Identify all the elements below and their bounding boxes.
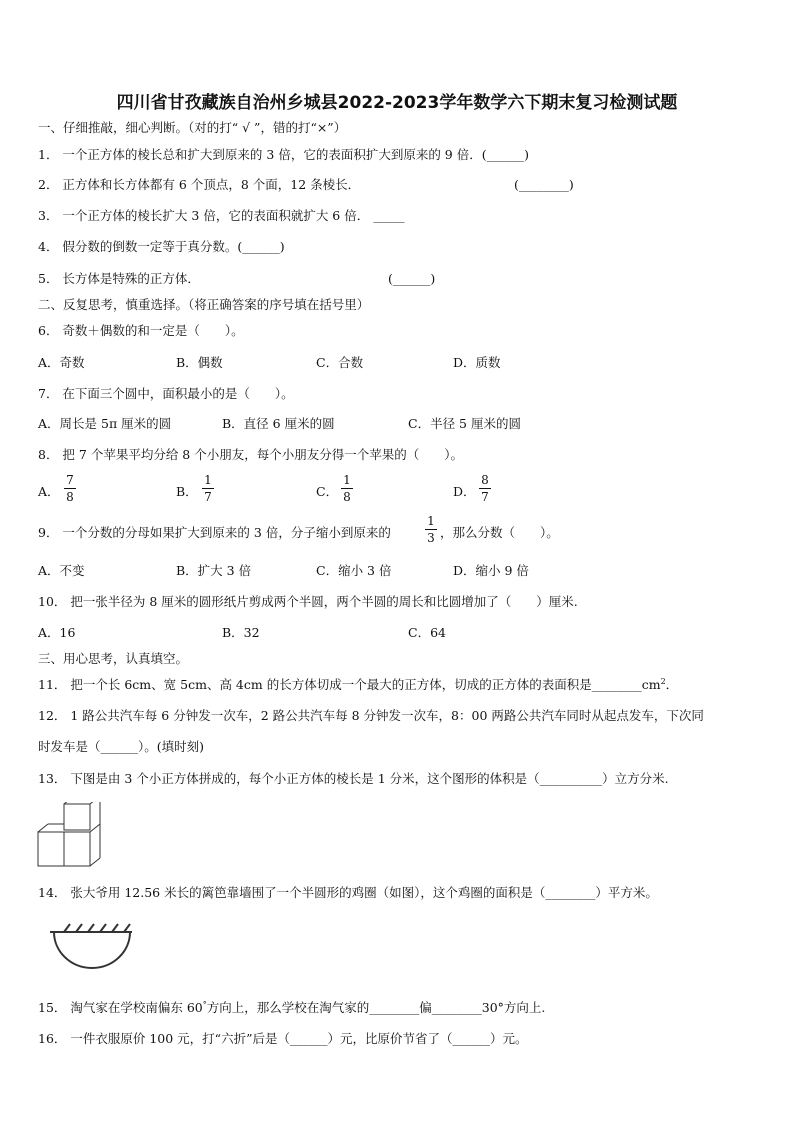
question-8-option-c-fraction: [340, 473, 354, 504]
degree-superscript: °: [202, 999, 207, 1009]
question-6-option-b: B．偶数: [176, 355, 223, 370]
section-3-heading: 三、用心思考，认真填空。: [38, 651, 189, 666]
question-8-option-c-letter: C．: [316, 484, 339, 499]
question-13: 13． 下图是由 3 个小正方体拼成的，每个小正方体的棱长是 1 分米，这个图形的体积是（__________）立方分米.: [38, 771, 669, 786]
question-6-option-d: D．质数: [453, 355, 501, 370]
semicircle-fence: [54, 932, 130, 968]
fraction-numerator: 8: [481, 473, 489, 487]
square-superscript: 2: [660, 676, 666, 686]
question-3: 3． 一个正方体的棱长扩大 3 倍，它的表面积就扩大 6 倍． _____: [38, 208, 405, 223]
fraction-denominator: 8: [66, 490, 74, 504]
question-5-blank: (______): [388, 271, 436, 286]
question-4: 4． 假分数的倒数一定等于真分数。(______): [38, 239, 285, 254]
question-6-option-a: A．奇数: [38, 355, 85, 370]
semicircle-pen-figure: [46, 918, 136, 974]
question-8-option-a-fraction: [63, 473, 77, 504]
question-15-text: 15． 淘气家在学校南偏东 60: [38, 1000, 203, 1015]
question-8: 8． 把 7 个苹果平均分给 8 个小朋友，每个小朋友分得一个苹果的（ ）。: [38, 447, 463, 462]
question-8-option-d-fraction: [478, 473, 492, 504]
question-9-option-c: C．缩小 3 倍: [316, 563, 392, 578]
question-8-option-b-fraction: [201, 473, 215, 504]
question-15: [38, 1000, 545, 1016]
question-14: 14． 张大爷用 12.56 米长的篱笆靠墙围了一个半圆形的鸡圈（如图），这个鸡圈的面积是（________）平方米。: [38, 885, 658, 900]
question-9-fraction: [424, 514, 438, 545]
question-11-text: 11． 把一个长 6cm、宽 5cm、高 4cm 的长方体切成一个最大的正方体，切成的正方体的表面积是________cm: [38, 677, 661, 692]
fraction-denominator: 3: [427, 531, 435, 545]
question-9-option-a: A．不变: [38, 563, 85, 578]
question-5: 5． 长方体是特殊的正方体．: [38, 271, 200, 286]
question-10-option-b: B．32: [222, 625, 260, 640]
question-12-line-2: 时发车是（______）。(填时刻): [38, 739, 205, 754]
question-6: 6． 奇数＋偶数的和一定是（ ）。: [38, 323, 244, 338]
three-cubes-figure: [36, 802, 106, 870]
question-11: [38, 677, 678, 693]
fraction-denominator: 8: [343, 490, 351, 504]
question-9-option-d: D．缩小 9 倍: [453, 563, 529, 578]
question-12-line-1: 12． 1 路公共汽车每 6 分钟发一次车，2 路公共汽车每 8 分钟发一次车，8：00 两路公共汽车同时从起点发车，下次同: [38, 708, 704, 723]
question-2-blank: (________): [514, 177, 574, 192]
page-title: 四川省甘孜藏族自治州乡城县2022-2023学年数学六下期末复习检测试题: [116, 93, 678, 113]
question-6-option-c: C．合数: [316, 355, 364, 370]
bottom-right-cube-front: [64, 832, 90, 866]
question-1: 1． 一个正方体的棱长总和扩大到原来的 3 倍，它的表面积扩大到原来的 9 倍．(______): [38, 147, 529, 162]
fraction-numerator: 1: [204, 473, 212, 487]
question-7-option-a: A．周长是 5π 厘米的圆: [38, 416, 172, 431]
question-8-option-d-letter: D．: [453, 484, 476, 499]
question-7: 7． 在下面三个圆中，面积最小的是（ ）。: [38, 386, 294, 401]
fraction-numerator: 1: [427, 514, 435, 528]
question-10: 10． 把一张半径为 8 厘米的圆形纸片剪成两个半圆，两个半圆的周长和比圆增加了（ ）厘米.: [38, 594, 578, 609]
question-15-rest: 方向上，那么学校在淘气家的________偏________30°方向上.: [206, 1000, 546, 1015]
section-1-heading: 一、仔细推敲，细心判断。（对的打“ √ ”，错的打“×”）: [38, 120, 347, 135]
question-9-tail: ，那么分数（ ）。: [440, 525, 559, 540]
fraction-numerator: 7: [66, 473, 74, 487]
question-7-option-b: B．直径 6 厘米的圆: [222, 416, 335, 431]
question-8-option-a-letter: A．: [38, 484, 60, 499]
section-2-heading: 二、反复思考，慎重选择。（将正确答案的序号填在括号里）: [38, 297, 370, 312]
fraction-denominator: 7: [204, 490, 212, 504]
question-2: 2． 正方体和长方体都有 6 个顶点，8 个面，12 条棱长．: [38, 177, 361, 192]
fraction-denominator: 7: [481, 490, 489, 504]
question-10-option-c: C．64: [408, 625, 446, 640]
question-11-end: ．: [665, 677, 679, 692]
question-8-option-b-letter: B．: [176, 484, 198, 499]
top-cube-front: [64, 804, 90, 830]
question-9: 9． 一个分数的分母如果扩大到原来的 3 倍，分子缩小到原来的: [38, 525, 391, 540]
question-9-option-b: B．扩大 3 倍: [176, 563, 252, 578]
bottom-left-cube-front: [38, 832, 64, 866]
question-7-option-c: C．半径 5 厘米的圆: [408, 416, 521, 431]
fraction-numerator: 1: [343, 473, 351, 487]
question-16: 16． 一件衣服原价 100 元，打“六折”后是（______）元，比原价节省了（______）元。: [38, 1031, 528, 1046]
question-10-option-a: A．16: [38, 625, 76, 640]
